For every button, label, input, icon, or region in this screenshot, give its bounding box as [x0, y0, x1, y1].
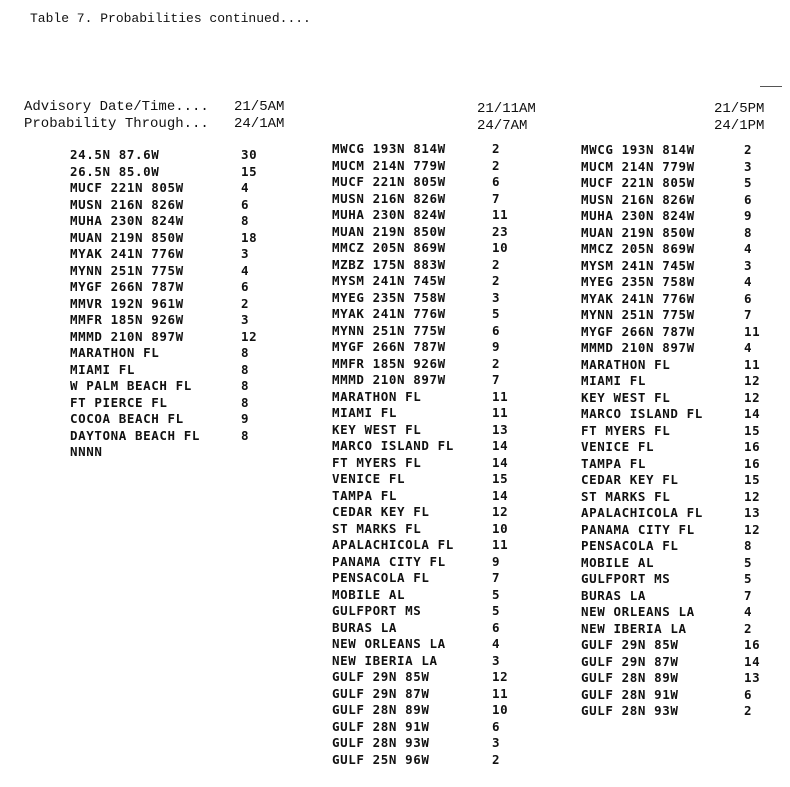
table-row	[70, 164, 270, 181]
location-name: NEW IBERIA LA	[332, 652, 438, 668]
location-name: GULF 29N 87W	[581, 653, 679, 669]
probability-value: 3	[492, 735, 501, 750]
table-row	[332, 290, 512, 307]
location-name: BURAS LA	[332, 619, 398, 635]
table-row	[581, 208, 771, 225]
location-name: FT PIERCE FL	[70, 394, 168, 410]
probability-value: 14	[492, 438, 509, 453]
probability-value: 4	[241, 180, 250, 195]
probability-column-21-11am	[332, 141, 512, 768]
table-row	[70, 444, 270, 461]
table-row	[70, 147, 270, 164]
table-row	[332, 191, 512, 208]
table-row	[332, 224, 512, 241]
table-row	[581, 406, 771, 423]
location-name: MYSM 241N 745W	[581, 257, 695, 273]
table-row	[70, 329, 270, 346]
location-name: MMMD 210N 897W	[581, 340, 695, 355]
probability-value: 5	[492, 603, 501, 618]
location-name: NEW IBERIA LA	[581, 620, 687, 636]
table-row	[581, 555, 771, 572]
probability-value: 3	[744, 158, 753, 174]
probability-value: 11	[492, 537, 509, 552]
table-row	[332, 504, 512, 521]
table-row	[581, 505, 771, 522]
location-name: VENICE FL	[332, 471, 406, 486]
table-row	[332, 521, 512, 538]
probability-value: 16	[744, 455, 761, 471]
location-name: MUAN 219N 850W	[332, 223, 446, 239]
location-name: APALACHICOLA FL	[581, 505, 703, 520]
table-row	[70, 345, 270, 362]
probability-value: 2	[744, 703, 753, 718]
table-row	[581, 456, 771, 473]
location-name: GULF 25N 96W	[332, 751, 430, 767]
location-name: GULF 28N 91W	[581, 686, 679, 702]
location-name: COCOA BEACH FL	[70, 411, 184, 426]
probability-value: 5	[744, 571, 753, 586]
location-name: MARATHON FL	[332, 388, 422, 404]
probability-value: 12	[744, 488, 761, 504]
probability-value: 9	[241, 411, 250, 426]
location-name: MYEG 235N 758W	[581, 274, 695, 289]
advisory-date-label: Advisory Date/Time....	[24, 99, 209, 115]
location-name: NNNN	[70, 444, 103, 459]
table-row	[332, 488, 512, 505]
probability-value: 2	[492, 355, 501, 371]
table-row	[581, 373, 771, 390]
location-name: MUAN 219N 850W	[581, 224, 695, 240]
location-name: MWCG 193N 814W	[581, 142, 695, 157]
table-row	[332, 537, 512, 554]
table-row	[332, 603, 512, 620]
probability-value: 9	[744, 208, 753, 223]
probability-value: 6	[492, 322, 501, 338]
location-name: MYNN 251N 775W	[332, 322, 446, 338]
table-row	[70, 395, 270, 412]
table-row	[332, 306, 512, 323]
table-row	[581, 670, 771, 687]
table-row	[332, 257, 512, 274]
probability-value: 14	[492, 487, 509, 503]
location-name: MYGF 266N 787W	[332, 339, 446, 354]
probability-value: 12	[492, 669, 509, 684]
location-name: MYNN 251N 775W	[70, 262, 184, 278]
probability-value: 18	[241, 229, 258, 245]
probability-value: 6	[492, 718, 501, 734]
col3-advisory-time: 21/5PM	[714, 101, 765, 117]
table-row	[581, 687, 771, 704]
location-name: KEY WEST FL	[332, 421, 422, 437]
probability-value: 4	[241, 262, 250, 278]
table-row	[70, 296, 270, 313]
table-row	[581, 654, 771, 671]
table-row	[581, 621, 771, 638]
table-row	[581, 423, 771, 440]
location-name: CEDAR KEY FL	[332, 504, 430, 519]
location-name: MOBILE AL	[332, 586, 406, 602]
location-name: MARATHON FL	[70, 345, 160, 360]
location-name: MARATHON FL	[581, 356, 671, 372]
table-row	[332, 669, 512, 686]
location-name: GULF 29N 85W	[581, 637, 679, 652]
table-row	[581, 225, 771, 242]
probability-value: 8	[241, 345, 250, 360]
probability-value: 6	[241, 279, 250, 294]
location-name: NEW ORLEANS LA	[332, 636, 446, 651]
location-name: MYAK 241N 776W	[70, 246, 184, 261]
probability-value: 2	[492, 141, 501, 156]
probability-value: 4	[744, 340, 753, 355]
location-name: MMFR 185N 926W	[332, 355, 446, 371]
location-name: MMMD 210N 897W	[332, 372, 446, 387]
location-name: 26.5N 85.0W	[70, 163, 160, 179]
table-row	[332, 339, 512, 356]
table-row	[581, 340, 771, 357]
col1-advisory-time: 21/5AM	[234, 99, 285, 115]
col2-advisory-time: 21/11AM	[477, 101, 536, 117]
scan-mark-line	[760, 86, 782, 87]
probability-value: 23	[492, 223, 509, 239]
col2-through-time: 24/7AM	[477, 118, 528, 134]
probability-value: 10	[492, 520, 509, 536]
probability-value: 4	[744, 274, 753, 289]
table-row	[332, 372, 512, 389]
location-name: GULFPORT MS	[581, 571, 671, 586]
probability-value: 2	[492, 256, 501, 272]
probability-value: 12	[744, 521, 761, 537]
probability-value: 6	[744, 290, 753, 306]
probability-value: 5	[492, 306, 501, 321]
table-row	[581, 307, 771, 324]
table-title: Table 7. Probabilities continued....	[30, 11, 311, 26]
table-row	[581, 390, 771, 407]
table-row	[70, 378, 270, 395]
location-name: TAMPA FL	[581, 455, 647, 471]
probability-value: 4	[744, 604, 753, 619]
table-row	[581, 571, 771, 588]
location-name: DAYTONA BEACH FL	[70, 427, 201, 443]
probability-value: 5	[744, 175, 753, 190]
location-name: MUAN 219N 850W	[70, 229, 184, 245]
location-name: MIAMI FL	[581, 373, 647, 388]
table-row	[70, 230, 270, 247]
location-name: APALACHICOLA FL	[332, 537, 454, 552]
col1-through-time: 24/1AM	[234, 116, 285, 132]
location-name: MMMD 210N 897W	[70, 328, 184, 344]
table-row	[332, 438, 512, 455]
probability-value: 15	[492, 471, 509, 486]
location-name: PANAMA CITY FL	[581, 521, 695, 537]
probability-value: 2	[241, 295, 250, 311]
location-name: MMVR 192N 961W	[70, 295, 184, 311]
probability-value: 6	[492, 174, 501, 189]
table-row	[332, 207, 512, 224]
probability-value: 7	[744, 307, 753, 322]
table-row	[332, 554, 512, 571]
table-row	[70, 428, 270, 445]
location-name: MZBZ 175N 883W	[332, 256, 446, 272]
table-row	[581, 538, 771, 555]
table-row	[332, 587, 512, 604]
location-name: MARCO ISLAND FL	[332, 438, 454, 453]
table-row	[581, 258, 771, 275]
probability-value: 6	[241, 196, 250, 212]
probability-value: 15	[744, 472, 761, 487]
table-row	[332, 570, 512, 587]
table-row	[70, 362, 270, 379]
table-row	[581, 703, 771, 720]
location-name: MYAK 241N 776W	[581, 290, 695, 306]
table-row	[332, 752, 512, 769]
location-name: MMCZ 205N 869W	[332, 240, 446, 255]
table-row	[70, 279, 270, 296]
location-name: MMCZ 205N 869W	[581, 241, 695, 256]
probability-value: 16	[744, 637, 761, 652]
table-row	[332, 735, 512, 752]
probability-value: 3	[492, 652, 501, 668]
probability-value: 11	[492, 207, 509, 222]
location-name: FT MYERS FL	[581, 422, 671, 438]
probability-value: 5	[492, 586, 501, 602]
location-name: MUHA 230N 824W	[70, 213, 184, 228]
probability-value: 7	[492, 570, 501, 585]
probability-value: 16	[744, 439, 761, 454]
probability-column-21-5am	[70, 147, 270, 461]
probability-value: 13	[744, 670, 761, 685]
probability-value: 13	[744, 505, 761, 520]
table-row	[581, 522, 771, 539]
probability-value: 11	[492, 685, 509, 701]
probability-value: 8	[744, 538, 753, 553]
location-name: MUHA 230N 824W	[581, 208, 695, 223]
table-row	[581, 357, 771, 374]
location-name: MYAK 241N 776W	[332, 306, 446, 321]
table-row	[70, 411, 270, 428]
probability-value: 6	[492, 619, 501, 635]
probability-value: 14	[744, 406, 761, 421]
location-name: NEW ORLEANS LA	[581, 604, 695, 619]
probability-value: 13	[492, 421, 509, 437]
probability-value: 11	[744, 323, 761, 339]
location-name: KEY WEST FL	[581, 389, 671, 405]
location-name: MUHA 230N 824W	[332, 207, 446, 222]
table-row	[332, 389, 512, 406]
location-name: GULF 28N 93W	[332, 735, 430, 750]
location-name: MUCF 221N 805W	[70, 180, 184, 195]
location-name: GULF 29N 85W	[332, 669, 430, 684]
probability-value: 2	[744, 620, 753, 636]
table-row	[332, 273, 512, 290]
probability-value: 6	[744, 191, 753, 207]
table-row	[70, 180, 270, 197]
location-name: MUCM 214N 779W	[581, 158, 695, 174]
probability-value: 4	[492, 636, 501, 651]
probability-value: 3	[492, 289, 501, 305]
probability-through-label: Probability Through...	[24, 116, 209, 132]
table-row	[332, 174, 512, 191]
location-name: GULF 28N 91W	[332, 718, 430, 734]
probability-value: 15	[241, 163, 258, 179]
table-row	[332, 636, 512, 653]
table-row	[70, 312, 270, 329]
location-name: GULFPORT MS	[332, 603, 422, 618]
table-row	[332, 702, 512, 719]
probability-value: 8	[241, 361, 250, 377]
location-name: GULF 28N 89W	[581, 670, 679, 685]
location-name: GULF 29N 87W	[332, 685, 430, 701]
table-row	[581, 241, 771, 258]
probability-value: 3	[241, 312, 250, 327]
location-name: W PALM BEACH FL	[70, 378, 192, 393]
table-row	[581, 637, 771, 654]
table-row	[332, 405, 512, 422]
location-name: MYGF 266N 787W	[581, 323, 695, 339]
probability-value: 8	[744, 224, 753, 240]
table-row	[581, 142, 771, 159]
table-row	[332, 686, 512, 703]
location-name: GULF 28N 93W	[581, 703, 679, 718]
probability-column-21-5pm	[581, 142, 771, 720]
location-name: CEDAR KEY FL	[581, 472, 679, 487]
table-row	[332, 471, 512, 488]
location-name: MUSN 216N 826W	[70, 196, 184, 212]
probability-value: 10	[492, 240, 509, 255]
location-name: MWCG 193N 814W	[332, 141, 446, 156]
location-name: PENSACOLA FL	[332, 570, 430, 585]
location-name: FT MYERS FL	[332, 454, 422, 470]
location-name: ST MARKS FL	[332, 520, 422, 536]
location-name: GULF 28N 89W	[332, 702, 430, 717]
location-name: ST MARKS FL	[581, 488, 671, 504]
location-name: MYEG 235N 758W	[332, 289, 446, 305]
probability-value: 11	[492, 405, 509, 420]
table-row	[332, 323, 512, 340]
probability-value: 10	[492, 702, 509, 717]
table-row	[332, 141, 512, 158]
probability-value: 14	[744, 653, 761, 669]
table-row	[581, 324, 771, 341]
table-row	[581, 489, 771, 506]
location-name: MIAMI FL	[332, 405, 398, 420]
location-name: MUSN 216N 826W	[581, 191, 695, 207]
location-name: MOBILE AL	[581, 554, 655, 570]
table-row	[70, 246, 270, 263]
location-name: MMFR 185N 926W	[70, 312, 184, 327]
probability-value: 3	[744, 257, 753, 273]
probability-value: 4	[744, 241, 753, 256]
probability-value: 12	[241, 328, 258, 344]
table-row	[581, 159, 771, 176]
table-row	[581, 439, 771, 456]
table-row	[581, 192, 771, 209]
table-row	[332, 620, 512, 637]
location-name: MUSN 216N 826W	[332, 190, 446, 206]
table-row	[332, 158, 512, 175]
probability-value: 9	[492, 553, 501, 569]
table-row	[332, 653, 512, 670]
location-name: MYGF 266N 787W	[70, 279, 184, 294]
location-name: TAMPA FL	[332, 487, 398, 503]
table-row	[581, 472, 771, 489]
probability-value: 9	[492, 339, 501, 354]
probability-value: 2	[492, 273, 501, 288]
table-row	[581, 604, 771, 621]
probability-value: 7	[492, 372, 501, 387]
table-row	[581, 291, 771, 308]
location-name: PANAMA CITY FL	[332, 553, 446, 569]
probability-value: 14	[492, 454, 509, 470]
probability-value: 5	[744, 554, 753, 570]
table-row	[332, 356, 512, 373]
table-row	[332, 455, 512, 472]
table-row	[332, 719, 512, 736]
location-name: BURAS LA	[581, 587, 647, 603]
probability-value: 7	[492, 190, 501, 206]
location-name: MYSM 241N 745W	[332, 273, 446, 288]
probability-value: 8	[241, 394, 250, 410]
location-name: VENICE FL	[581, 439, 655, 454]
table-row	[332, 240, 512, 257]
probability-value: 2	[492, 751, 501, 767]
probability-value: 11	[744, 356, 761, 372]
probability-value: 30	[241, 147, 258, 162]
probability-value: 12	[744, 389, 761, 405]
location-name: MARCO ISLAND FL	[581, 406, 703, 421]
probability-value: 12	[744, 373, 761, 388]
probability-value: 2	[492, 157, 501, 173]
probability-value: 8	[241, 427, 250, 443]
probability-value: 11	[492, 388, 509, 404]
table-row	[70, 197, 270, 214]
location-name: PENSACOLA FL	[581, 538, 679, 553]
table-row	[581, 175, 771, 192]
table-row	[70, 263, 270, 280]
location-name: 24.5N 87.6W	[70, 147, 160, 162]
probability-value: 8	[241, 378, 250, 393]
probability-value: 15	[744, 422, 761, 438]
location-name: MUCF 221N 805W	[332, 174, 446, 189]
probability-value: 7	[744, 587, 753, 603]
probability-value: 6	[744, 686, 753, 702]
table-row	[581, 588, 771, 605]
probability-value: 12	[492, 504, 509, 519]
location-name: MUCM 214N 779W	[332, 157, 446, 173]
col3-through-time: 24/1PM	[714, 118, 765, 134]
location-name: MIAMI FL	[70, 361, 136, 377]
table-row	[581, 274, 771, 291]
table-row	[70, 213, 270, 230]
probability-value: 3	[241, 246, 250, 261]
location-name: MYNN 251N 775W	[581, 307, 695, 322]
probability-value: 8	[241, 213, 250, 228]
probability-value: 2	[744, 142, 753, 157]
table-row	[332, 422, 512, 439]
location-name: MUCF 221N 805W	[581, 175, 695, 190]
